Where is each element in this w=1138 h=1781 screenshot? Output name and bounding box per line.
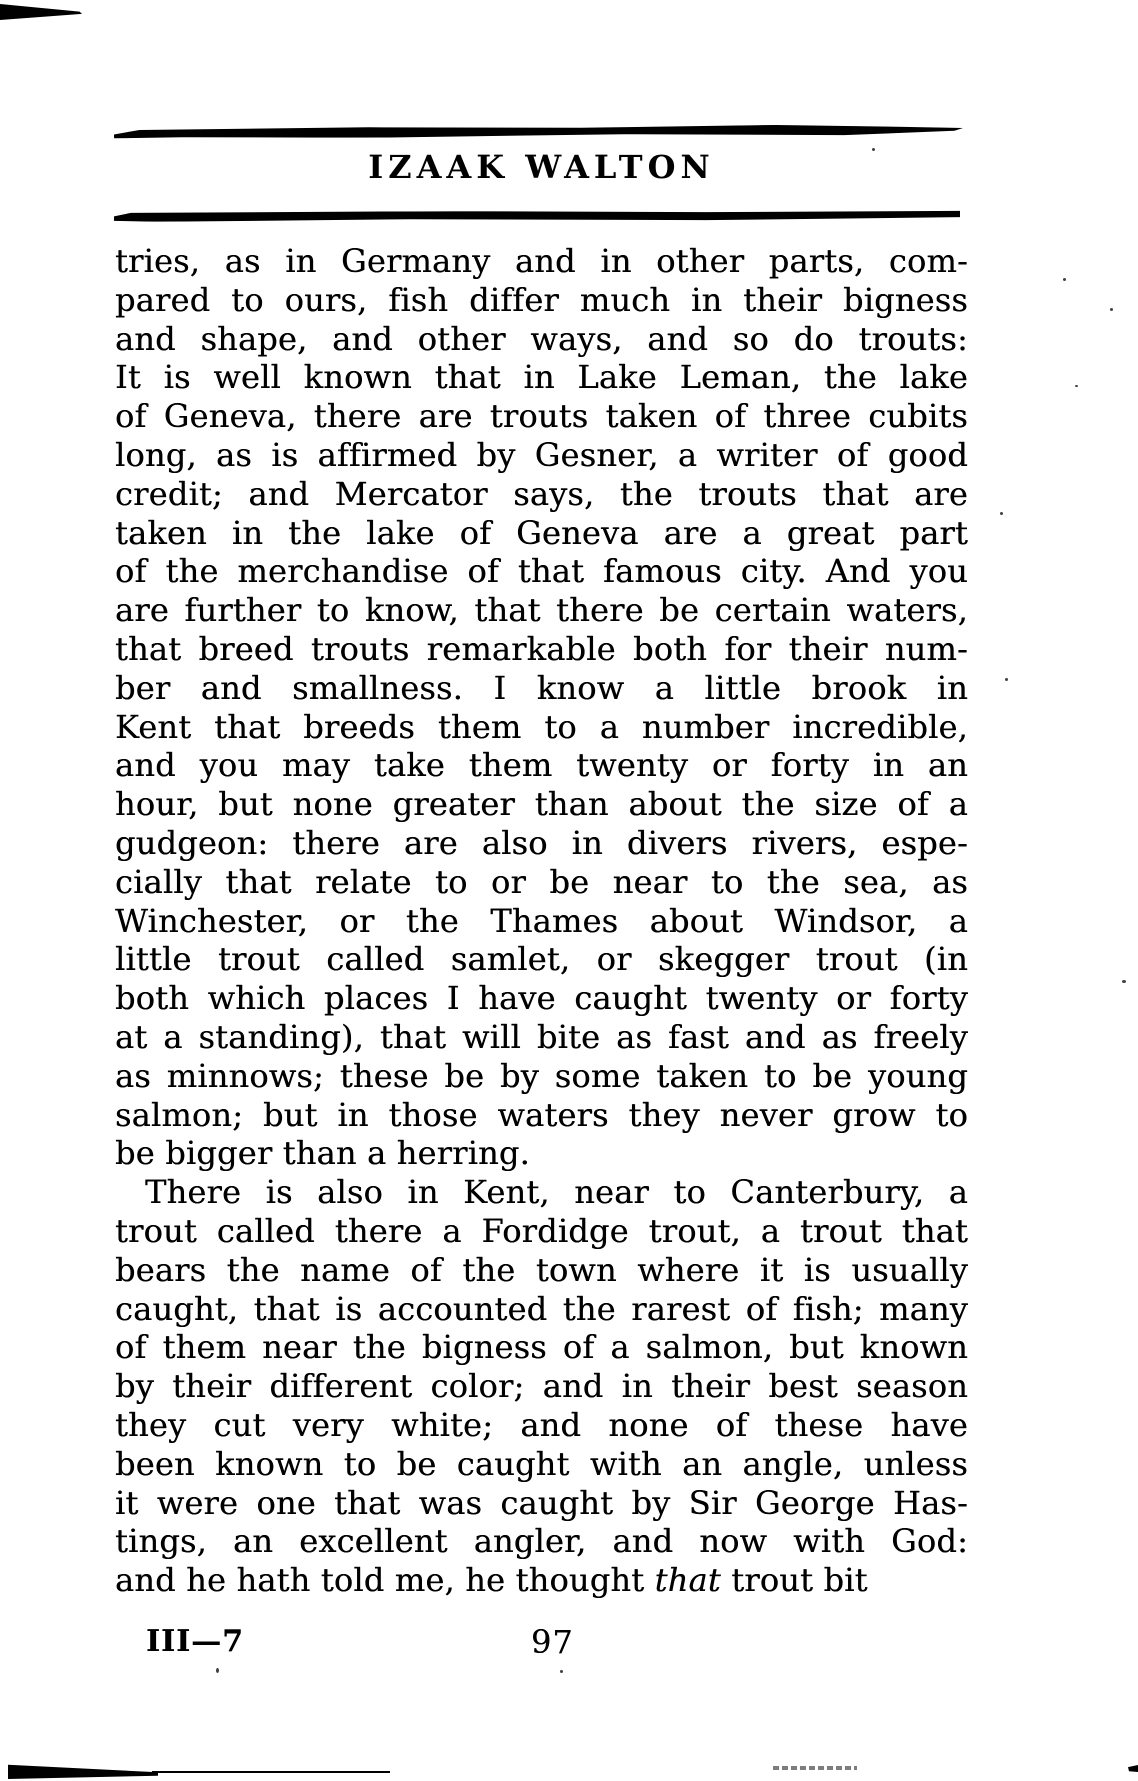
binding-bleed-tail <box>152 1771 390 1773</box>
text-line: It is well known that in Lake Leman, the lake <box>115 358 968 397</box>
page-title: IZAAK WALTON <box>368 148 715 186</box>
text-line: Kent that breeds them to a number incredible, <box>115 707 968 746</box>
body-text <box>115 242 968 1600</box>
ink-speck <box>1075 385 1078 387</box>
text-line: that breed trouts remarkable both for their num- <box>115 629 968 668</box>
text-line: Winchester, or the Thames about Windsor, a <box>115 901 968 940</box>
text-line: pared to ours, fish differ much in their bigness <box>115 280 968 319</box>
binding-bleed-mark-top-left <box>0 4 82 20</box>
text-line-paragraph-end: be bigger than a herring. <box>115 1134 530 1173</box>
ink-speck <box>1005 678 1008 681</box>
text-line: are further to know, that there be certain waters, <box>115 591 968 630</box>
text-line: been known to be caught with an angle, unless <box>115 1444 968 1483</box>
text-line-paragraph-start: There is also in Kent, near to Canterbury, a <box>145 1173 968 1212</box>
ink-speck <box>560 1670 563 1673</box>
text-line: by their different color; and in their best season <box>115 1367 968 1406</box>
ink-speck <box>872 148 875 151</box>
text-line: both which places I have caught twenty or forty <box>115 979 968 1018</box>
text-line: of Geneva, there are trouts taken of three cubits <box>115 397 968 436</box>
text-line: tries, as in Germany and in other parts, com- <box>115 242 968 280</box>
text-line: as minnows; these be by some taken to be young <box>115 1056 968 1095</box>
footer-signature: III—7 <box>146 1624 244 1659</box>
text-line: cially that relate to or be near to the sea, as <box>115 862 968 901</box>
binding-bleed-mark-bottom-left <box>8 1764 158 1779</box>
scan-dash-artifact <box>773 1766 857 1770</box>
text-line: long, as is affirmed by Gesner, a writer of good <box>115 435 968 474</box>
text-line: bears the name of the town where it is usually <box>115 1250 968 1289</box>
text-line-last <box>115 1561 968 1600</box>
last-line-post: trout bit <box>720 1561 868 1600</box>
text-line: hour, but none greater than about the size of a <box>115 785 968 824</box>
text-line: salmon; but in those waters they never grow to <box>115 1095 968 1134</box>
last-line-italic-word: that <box>654 1561 721 1600</box>
text-line: caught, that is accounted the rarest of fish; many <box>115 1289 968 1328</box>
text-line: tings, an excellent angler, and now with God: <box>115 1522 968 1561</box>
text-line: of the merchandise of that famous city. And you <box>115 552 968 591</box>
text-line: and you may take them twenty or forty in an <box>115 746 968 785</box>
header-rule-top <box>114 124 963 139</box>
text-line: of them near the bigness of a salmon, but known <box>115 1328 968 1367</box>
text-line: and shape, and other ways, and so do trouts: <box>115 319 968 358</box>
page-number: 97 <box>531 1623 574 1661</box>
last-line-pre: and he hath told me, he thought <box>115 1561 655 1600</box>
text-line: they cut very white; and none of these have <box>115 1405 968 1444</box>
text-line: little trout called samlet, or skegger trout (in <box>115 940 968 979</box>
text-line: at a standing), that will bite as fast and as freely <box>115 1017 968 1056</box>
ink-speck <box>1110 308 1113 311</box>
text-line: ber and smallness. I know a little brook in <box>115 668 968 707</box>
text-line: gudgeon: there are also in divers rivers, espe- <box>115 823 968 862</box>
header-rule-bottom <box>114 210 960 222</box>
text-line: trout called there a Fordidge trout, a trout that <box>115 1211 968 1250</box>
ink-speck <box>1000 512 1003 515</box>
ink-speck <box>216 1668 219 1673</box>
ink-speck <box>1063 278 1066 281</box>
text-line: credit; and Mercator says, the trouts that are <box>115 474 968 513</box>
text-line: it were one that was caught by Sir George Has- <box>115 1483 968 1522</box>
text-line: taken in the lake of Geneva are a great part <box>115 513 968 552</box>
ink-speck <box>1122 980 1126 983</box>
scan-edge-artifact <box>1128 1765 1138 1772</box>
